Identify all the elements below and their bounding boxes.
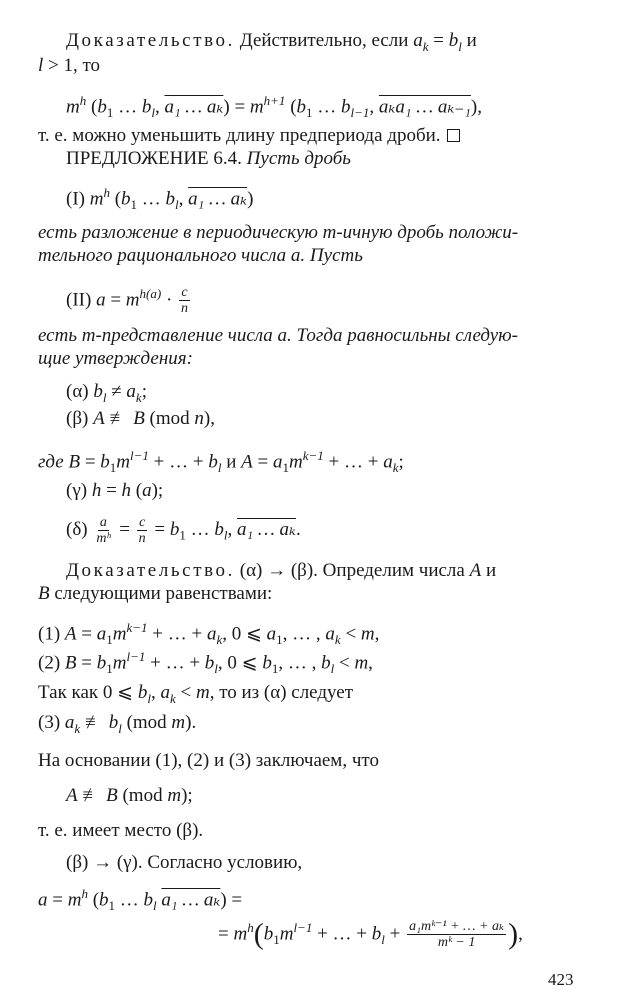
text-line-l26: [66, 852, 302, 874]
text-run: n: [194, 408, 204, 429]
text-run: b: [121, 188, 131, 210]
text-run: m: [360, 623, 375, 645]
text-run: a: [206, 623, 217, 645]
text-run: 1: [271, 661, 279, 677]
text-run: ,: [369, 96, 379, 118]
text-run: есть m-представление числа a. Тогда равносильны следую-: [38, 325, 518, 346]
text-run: m: [66, 96, 80, 118]
text-run: b: [296, 96, 307, 118]
text-run: ): [247, 188, 254, 210]
fraction-numerator: a: [99, 515, 107, 530]
text-run: m: [67, 889, 82, 911]
text-run: …: [137, 188, 166, 210]
text-run: <: [334, 652, 355, 674]
text-run: a: [126, 381, 136, 402]
text-run: 1: [106, 661, 113, 677]
text-run: A: [93, 408, 105, 429]
text-run: ;: [141, 381, 147, 402]
text-run: ,: [518, 923, 523, 945]
fraction-denominator: mᵏ − 1: [437, 935, 476, 951]
text-run: A: [469, 560, 482, 581]
text-run: B: [38, 583, 50, 604]
text-line-l27: [38, 883, 242, 917]
text-run: m: [233, 923, 248, 945]
text-run: h: [103, 185, 110, 200]
text-run: l: [381, 932, 385, 948]
text-run: b: [341, 96, 351, 118]
text-line-l20: [38, 646, 373, 680]
text-run: тельного рационального числа a. Пусть: [38, 245, 363, 266]
text-run: a₁ … aₖ: [161, 889, 221, 911]
text-run: , то из (α) следует: [209, 682, 354, 703]
text-run: 1: [306, 105, 313, 121]
text-run: h(a): [139, 286, 162, 301]
text-run: B: [64, 652, 77, 674]
text-run: (II): [66, 289, 97, 311]
text-run: где: [38, 451, 69, 473]
text-run: b: [262, 652, 272, 674]
text-run: (β): [66, 408, 94, 429]
text-run: следующими равенствами:: [49, 583, 273, 604]
text-run: m: [171, 712, 186, 733]
text-run: k: [216, 632, 223, 648]
text-run: aₖa₁ … aₖ₋₁: [378, 96, 471, 118]
text-run: k: [74, 720, 81, 736]
text-run: ,: [374, 623, 380, 645]
text-line-l12: [66, 381, 147, 409]
text-run: b: [371, 923, 382, 945]
text-run: k: [422, 38, 429, 54]
text-run: .: [295, 518, 301, 540]
text-run: m: [125, 289, 140, 311]
fraction-denominator: n: [138, 531, 146, 546]
text-run: l: [153, 898, 157, 914]
text-run: a: [96, 289, 106, 311]
text-line-l13: [66, 408, 215, 430]
text-run: + … +: [148, 451, 209, 473]
fraction-numerator: c: [181, 285, 188, 301]
text-run: b: [96, 652, 107, 674]
text-run: ≢: [77, 785, 107, 806]
text-line-l4: [38, 125, 460, 147]
text-run: l−1: [293, 920, 313, 935]
text-run: b: [137, 682, 148, 703]
text-run: =: [80, 451, 101, 473]
text-run: (: [131, 480, 143, 501]
text-run: (mod: [117, 785, 168, 806]
text-run: ) =: [223, 96, 250, 118]
text-run: a: [383, 451, 393, 473]
text-run: Пусть дробь: [246, 148, 351, 169]
text-run: l−1: [350, 105, 370, 121]
text-run: 1: [130, 197, 138, 213]
text-run: =: [101, 480, 122, 501]
text-line-l9: [66, 283, 192, 316]
text-run: ): [508, 917, 519, 951]
fraction-numerator: a₁mᵏ⁻¹ + … + aₖ: [409, 919, 505, 935]
text-run: ),: [470, 96, 482, 118]
text-run: l: [214, 661, 218, 677]
text-run: 1: [276, 632, 283, 648]
text-run: a: [325, 623, 335, 645]
text-line-l23: [38, 750, 379, 772]
text-line-l28: [218, 917, 523, 951]
text-line-l11: [38, 348, 193, 370]
text-run: b: [321, 652, 331, 674]
text-run: Доказательство.: [66, 30, 235, 51]
text-run: На основании (1), (2) и (3) заключаем, что: [38, 750, 379, 771]
text-run: (I): [66, 188, 90, 210]
text-run: k: [334, 632, 341, 648]
text-run: l: [102, 389, 107, 405]
text-run: > 1, то: [43, 55, 101, 76]
text-run: =: [47, 889, 68, 911]
text-run: (: [109, 188, 122, 210]
text-run: l: [223, 527, 228, 543]
text-run: (3): [38, 712, 65, 733]
text-run: + … +: [145, 652, 205, 674]
text-run: =: [428, 30, 449, 51]
text-run: m: [195, 682, 210, 703]
text-run: есть разложение в периодическую m-ичную дробь положи-: [38, 222, 519, 243]
text-run: h+1: [263, 93, 286, 108]
text-run: (2): [38, 652, 65, 674]
text-run: …: [312, 96, 342, 118]
text-run: m: [89, 188, 104, 210]
text-run: (: [87, 889, 100, 911]
text-run: (mod: [121, 712, 172, 733]
text-run: m: [116, 451, 131, 473]
text-run: ПРЕДЛОЖЕНИЕ 6.4.: [66, 148, 247, 169]
text-run: b: [204, 652, 215, 674]
text-run: =: [76, 652, 97, 674]
fraction-numerator: c: [139, 515, 146, 530]
text-run: щие утверждения:: [38, 348, 193, 369]
text-run: (β) → (γ). Согласно условию,: [66, 852, 303, 873]
text-run: a: [272, 451, 283, 473]
text-line-l14: [38, 445, 404, 479]
text-run: a: [266, 623, 277, 645]
text-run: b: [93, 381, 103, 402]
text-run: a₁ … aₖ: [237, 518, 296, 540]
text-run: a: [96, 623, 107, 645]
text-run: , … ,: [282, 623, 326, 645]
text-run: b: [448, 30, 459, 51]
text-run: (: [285, 96, 297, 118]
text-run: a₁ … aₖ: [164, 96, 224, 118]
text-run: т. е. имеет место (β).: [38, 820, 204, 841]
text-run: (γ): [66, 480, 92, 501]
text-run: =: [105, 289, 126, 311]
text-run: b: [100, 451, 110, 473]
text-run: l: [175, 197, 179, 213]
text-line-l10: [38, 325, 518, 347]
text-run: 1: [106, 105, 114, 121]
text-run: l−1: [126, 649, 146, 664]
text-run: m: [354, 652, 369, 674]
page-number: 423: [548, 970, 574, 989]
text-run: 1: [108, 898, 116, 914]
text-run: ).: [185, 712, 197, 733]
text-run: l: [217, 460, 222, 476]
text-run: (: [253, 917, 264, 951]
text-run: b: [165, 188, 176, 210]
text-line-l16: [66, 515, 301, 547]
text-line-l25: [38, 820, 203, 842]
text-run: ,: [227, 518, 238, 540]
text-run: m: [112, 652, 127, 674]
text-run: …: [185, 518, 215, 540]
text-line-l5: [66, 148, 351, 170]
text-run: h: [91, 480, 102, 501]
text-run: m: [288, 451, 303, 473]
text-line-l2: [38, 55, 100, 77]
text-run: и: [461, 30, 477, 51]
text-run: ),: [203, 408, 215, 429]
text-run: b: [214, 518, 224, 540]
text-run: (1): [38, 623, 65, 645]
text-run: a₁ … aₖ: [188, 188, 248, 210]
end-of-proof-box-icon: [447, 129, 460, 142]
text-run: Так как 0 ⩽: [38, 682, 138, 703]
fraction: [137, 515, 148, 546]
text-run: (α): [66, 381, 94, 402]
fraction: [94, 515, 112, 546]
text-run: 1: [106, 632, 113, 648]
text-run: …: [115, 889, 144, 911]
text-run: + … +: [323, 451, 384, 473]
text-run: a: [64, 712, 75, 733]
text-run: Доказательство.: [66, 560, 235, 581]
fraction: [179, 285, 190, 316]
text-run: 1: [179, 527, 186, 543]
text-run: , … ,: [278, 652, 322, 674]
text-run: m: [279, 923, 294, 945]
fraction: [407, 919, 506, 950]
text-line-l15: [66, 480, 163, 502]
text-run: b: [208, 451, 218, 473]
text-line-l17: [66, 560, 496, 582]
text-run: l: [147, 690, 151, 706]
text-run: b: [143, 889, 154, 911]
text-run: h: [81, 886, 88, 901]
text-run: l: [118, 720, 122, 736]
text-run: ,: [154, 96, 165, 118]
text-run: b: [169, 518, 180, 540]
text-run: k−1: [126, 620, 148, 635]
text-line-l3: [66, 90, 482, 124]
text-line-l21: [38, 682, 353, 710]
text-run: k: [135, 389, 142, 405]
text-run: ,: [178, 188, 189, 210]
text-run: h: [247, 920, 254, 935]
text-run: l: [151, 105, 155, 121]
text-run: =: [252, 451, 273, 473]
fraction-denominator: n: [181, 301, 189, 317]
text-run: B: [106, 785, 118, 806]
text-run: b: [141, 96, 152, 118]
text-line-l24: [66, 785, 193, 807]
text-run: ≢: [80, 712, 109, 733]
text-run: и: [481, 560, 497, 581]
text-run: b: [108, 712, 119, 733]
text-run: b: [263, 923, 274, 945]
text-run: т. е. можно уменьшить длину предпериода дроби.: [38, 125, 441, 146]
text-run: B: [68, 451, 81, 473]
text-run: ≢: [104, 408, 134, 429]
text-run: m: [249, 96, 264, 118]
text-run: + … +: [312, 923, 372, 945]
fraction-denominator: mʰ: [96, 531, 111, 546]
text-run: ;: [398, 451, 404, 473]
text-line-l6: [66, 182, 253, 216]
text-run: a: [142, 480, 152, 501]
text-run: + … +: [147, 623, 207, 645]
text-run: A: [64, 623, 77, 645]
text-run: и: [221, 451, 242, 473]
text-run: l: [458, 38, 462, 54]
text-run: h: [121, 480, 132, 501]
text-run: 1: [109, 460, 117, 476]
text-run: <: [340, 623, 361, 645]
text-run: ·: [161, 289, 178, 311]
text-run: l: [330, 661, 335, 677]
text-run: h: [79, 93, 87, 108]
text-line-l18: [38, 583, 272, 605]
text-run: ,: [368, 652, 373, 674]
text-run: 1: [282, 460, 289, 476]
text-run: 1: [273, 932, 280, 948]
text-run: (δ): [66, 518, 93, 540]
text-run: k: [392, 460, 399, 476]
text-run: =: [114, 518, 135, 540]
text-line-l8: [38, 245, 363, 267]
text-run: b: [97, 96, 107, 118]
text-run: , 0 ⩽: [217, 652, 263, 674]
text-run: Действительно, если: [235, 30, 414, 51]
text-run: a: [38, 889, 48, 911]
text-run: k: [169, 690, 176, 706]
text-run: );: [181, 785, 193, 806]
text-run: =: [218, 923, 234, 945]
text-run: (α) → (β). Определим числа: [235, 560, 470, 581]
text-run: +: [384, 923, 406, 945]
text-run: ,: [150, 682, 161, 703]
text-run: ) =: [220, 889, 243, 911]
text-run: B: [133, 408, 145, 429]
text-run: A: [66, 785, 78, 806]
text-run: =: [149, 518, 170, 540]
text-run: l−1: [130, 448, 149, 463]
text-run: <: [175, 682, 196, 703]
text-run: A: [241, 451, 253, 473]
text-run: , 0 ⩽: [222, 623, 267, 645]
text-run: l: [38, 55, 44, 76]
text-run: ≠: [106, 381, 127, 402]
text-run: k−1: [302, 448, 324, 463]
text-run: (mod: [144, 408, 195, 429]
text-run: );: [151, 480, 164, 501]
text-run: a: [160, 682, 170, 703]
text-line-l22: [38, 712, 196, 740]
text-run: m: [167, 785, 182, 806]
text-line-l7: [38, 222, 518, 244]
text-run: a: [413, 30, 423, 51]
text-run: b: [99, 889, 109, 911]
text-line-l1: [66, 30, 477, 58]
text-run: (: [86, 96, 98, 118]
text-run: …: [113, 96, 142, 118]
text-run: =: [76, 623, 97, 645]
text-run: m: [112, 623, 127, 645]
